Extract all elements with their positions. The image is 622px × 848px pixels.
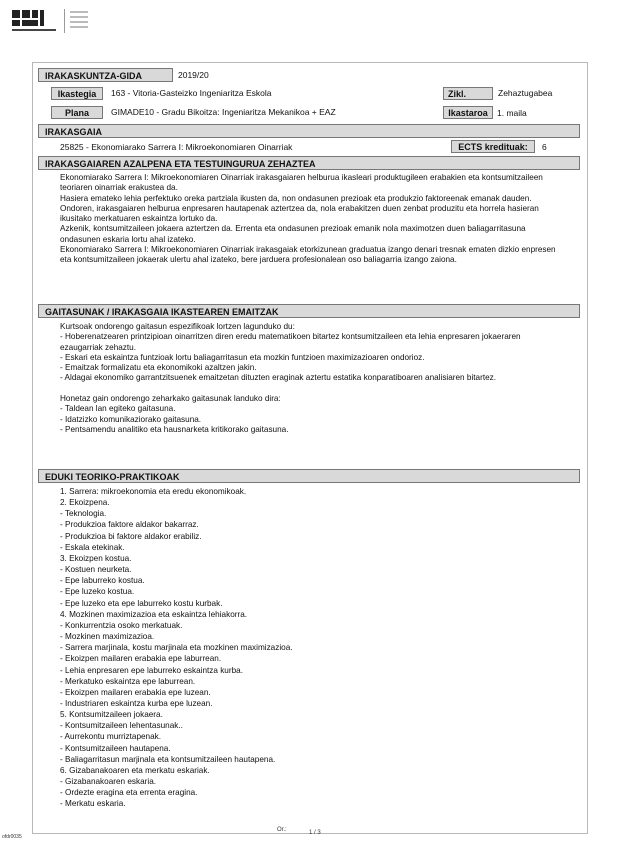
edukiak-line: - Merkatu eskaria. [60, 799, 126, 809]
gaitasunak-item2: - Taldean lan egiteko gaitasuna. [60, 404, 176, 414]
guide-title: IRAKASKUNTZA-GIDA [38, 68, 173, 82]
edukiak-line: - Kostuen neurketa. [60, 565, 132, 575]
edukiak-line: - Kontsumitzaileen hautapena. [60, 743, 171, 753]
edukiak-line: - Industriaren eskaintza kurba epe luzean. [60, 698, 213, 708]
edukiak-line: - Gizabanakoaren eskaria. [60, 777, 157, 787]
edukiak-line: - Baliagarritasun marjinala eta kontsumitzaileen hautapena. [60, 754, 276, 764]
gaitasunak-body [60, 322, 564, 435]
gaitasunak-item2: - Idatzizko komunikaziorako gaitasuna. [60, 414, 202, 424]
edukiak-line: 5. Kontsumitzaileen jokaera. [60, 710, 163, 720]
edukiak-line: - Sarrera marjinala, kostu marjinala eta mozkinen maximizazioa. [60, 643, 293, 653]
edukiak-line: - Epe luzeko eta epe laburreko kostu kurbak. [60, 598, 223, 608]
azalpena-paragraph: Ondoren, irakasgaiaren helburua enpresaren hautapenak aztertzea da, nola erabakitzen duen zenbat produzitu eta horrela hasieran ikusitako merkatuaren eskaintza lortuko da. [60, 203, 539, 224]
gaitasunak-item2: - Pentsamendu analitiko eta hausnarketa kritikorako gaitasuna. [60, 424, 289, 434]
edukiak-line: - Ordezte eragina eta errenta eragina. [60, 788, 198, 798]
edukiak-line: - Lehia enpresaren epe laburreko eskaintza kurba. [60, 665, 243, 675]
azalpena-paragraph: Azkenik, kontsumitzaileen jokaera aztertzen da. Errenta eta ondasunen prezioak emanik nola maximotzen duen baliagarritasuna ondasunen eskaria lortu ahal izateko. [60, 224, 526, 244]
edukiak-line: - Epe laburreko kostua. [60, 576, 145, 586]
edukiak-line: - Mozkinen maximizazioa. [60, 632, 155, 642]
ikastaroa-value: 1. maila [497, 108, 527, 118]
edukiak-line: - Eskala etekinak. [60, 542, 125, 552]
edukiak-line: 3. Ekoizpen kostua. [60, 553, 132, 563]
edukiak-line: - Ekoizpen mailaren erabakia epe luzean. [60, 687, 211, 697]
academic-year: 2019/20 [178, 70, 209, 80]
edukiak-line: - Merkatuko eskaintza epe laburrean. [60, 676, 196, 686]
zikl-label: Zikl. [443, 87, 493, 100]
subject-name: 25825 - Ekonomiarako Sarrera I: Mikroekonomiaren Oinarriak [60, 142, 293, 152]
edukiak-heading: EDUKI TEORIKO-PRAKTIKOAK [38, 469, 580, 483]
document-code: ofdr0035 [2, 834, 22, 840]
logo-mark-icon [10, 8, 60, 34]
azalpena-body [60, 173, 564, 266]
edukiak-line: - Konkurrentzia osoko merkatuak. [60, 620, 183, 630]
edukiak-line: 4. Mozkinen maximizazioa eta eskaintza lehiakorra. [60, 609, 248, 619]
edukiak-line: - Aurrekontu murriztapenak. [60, 732, 162, 742]
plana-label: Plana [51, 106, 103, 119]
gaitasunak-item: - Eskari eta eskaintza funtzioak lortu baliagarritasun eta mozkin funtzioen maximizazioaren ondorioz. [60, 352, 425, 362]
gaitasunak-intro: Kurtsoak ondorengo gaitasun espezifikoak lortzen lagunduko du: [60, 322, 295, 331]
edukiak-line: - Ekoizpen mailaren erabakia epe laburrean. [60, 654, 222, 664]
azalpena-heading: IRAKASGAIAREN AZALPENA ETA TESTUINGURUA ZEHAZTEA [38, 156, 580, 170]
plana-value: GIMADE10 - Gradu Bikoitza: Ingeniaritza Mekanikoa + EAZ [111, 107, 336, 117]
azalpena-paragraph: Ekonomiarako Sarrera I: Mikroekonomiaren Oinarriak irakasgaiak etorkizunean graduatua izango denari tresnak ematen dizkio enpresen eta kontsumitzaileen jokaerak ulertu ahal izateko, bere jarduera profesionalean oso baliagarria izango zaiona. [60, 245, 556, 265]
edukiak-line: - Epe luzeko kostua. [60, 587, 135, 597]
edukiak-list [60, 486, 564, 810]
page-number: 1 / 3 [309, 830, 321, 836]
gaitasunak-heading: GAITASUNAK / IRAKASGAIA IKASTEAREN EMAITZAK [38, 304, 580, 318]
edukiak-line: 1. Sarrera: mikroekonomia eta eredu ekonomikoak. [60, 487, 247, 496]
edukiak-line: - Teknologia. [60, 509, 107, 519]
edukiak-line: - Produkzioa bi faktore aldakor erabiliz. [60, 531, 202, 541]
gaitasunak-item: - Emaitzak formalizatu eta ekonomikoki azaltzen jakin. [60, 363, 257, 373]
university-logo [10, 8, 90, 34]
ikastaroa-label: Ikastaroa [443, 106, 493, 119]
edukiak-line: 2. Ekoizpena. [60, 498, 110, 508]
ikastegia-value: 163 - Vitoria-Gasteizko Ingeniaritza Eskola [111, 88, 272, 98]
ikastegia-label: Ikastegia [51, 87, 103, 100]
edukiak-line: 6. Gizabanakoaren eta merkatu eskariak. [60, 765, 210, 775]
ects-value: 6 [542, 142, 547, 152]
page-label: Or.: [277, 827, 287, 833]
logo-divider [64, 9, 65, 33]
logo-wordmark [70, 11, 88, 31]
gaitasunak-intro2: Honetaz gain ondorengo zeharkako gaitasunak landuko dira: [60, 394, 281, 404]
azalpena-paragraph: Ekonomiarako Sarrera I: Mikroekonomiaren Oinarriak irakasgaiaren helburua ikasleari produktugileen erabakien eta kontsumitzaileen teoriaren oinarriak erakustea da. [60, 173, 543, 193]
azalpena-paragraph: Hasiera emateko lehia perfektuko oreka partziala ikusten da, non ondasunen prezioak eta produkzio faktoreenak emanak dauden. [60, 193, 532, 203]
irakasgaia-heading: IRAKASGAIA [38, 124, 580, 138]
edukiak-line: - Produkzioa faktore aldakor bakarraz. [60, 520, 199, 530]
gaitasunak-item: - Aldagai ekonomiko garrantzitsuenek emaitzetan dituzten eraginak aztertu estatika konparatiboaren analisiaren bitartez. [60, 373, 497, 383]
gaitasunak-item: - Hoberenatzearen printzipioan oinarritzen diren eredu matematikoen bitartez kontsumitzaileen eta lehia enpresaren jokaeraren ezaugarriak zehaztu. [60, 332, 521, 352]
edukiak-line: - Kontsumitzaileen lehentasunak.. [60, 721, 183, 731]
zikl-value: Zehaztugabea [498, 88, 553, 98]
ects-label: ECTS kredituak: [451, 140, 535, 153]
